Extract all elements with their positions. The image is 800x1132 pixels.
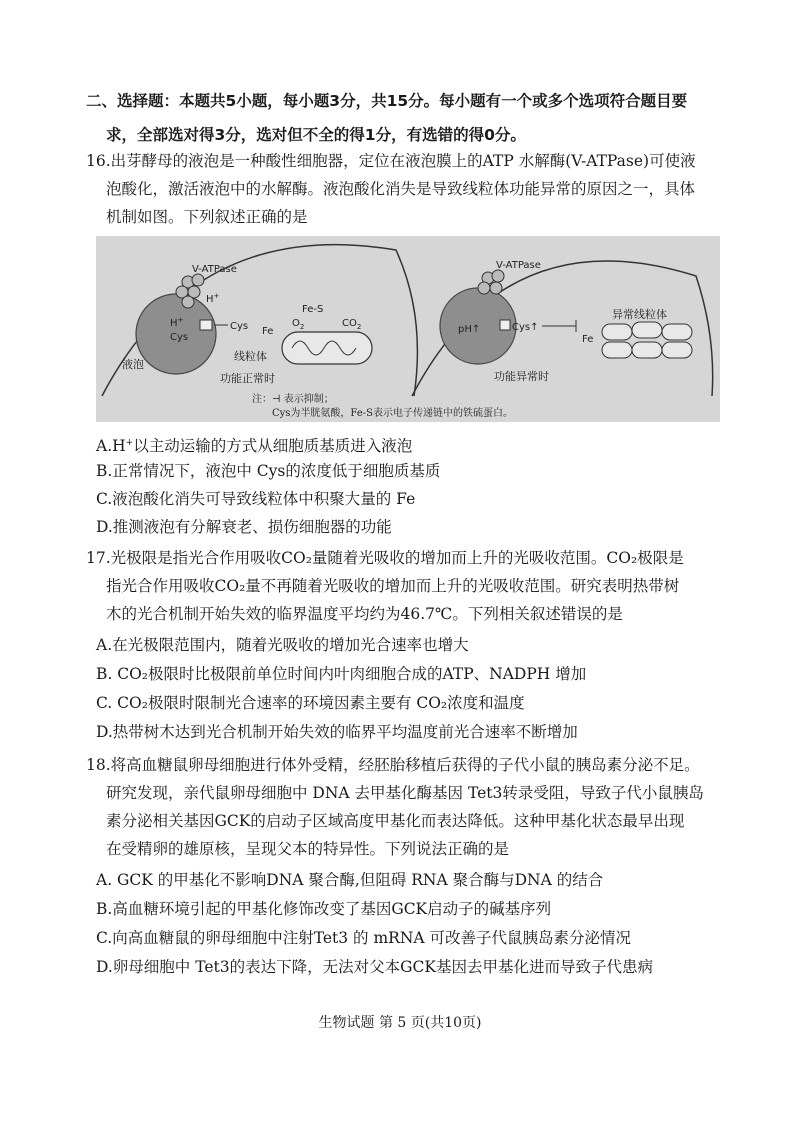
svg-text:Cys为半胱氨酸，Fe-S表示电子传递链中的铁硫蛋白。: Cys为半胱氨酸，Fe-S表示电子传递链中的铁硫蛋白。: [272, 408, 513, 419]
q17-option-d: D.热带树木达到光合机制开始失效的临界平均温度前光合速率不断增加: [96, 723, 578, 741]
left-mitochondrion: [282, 332, 372, 364]
q16-option-a: A.H+以主动运输的方式从细胞质基质进入液泡: [96, 437, 413, 456]
q18-stem-4: 在受精卵的雄原核，呈现父本的特异性。下列说法正确的是: [106, 840, 510, 858]
q16-stem-3: 机制如图。下列叙述正确的是: [106, 208, 308, 226]
q18-option-b: B.高血糖环境引起的甲基化修饰改变了基因GCK启动子的碱基序列: [96, 900, 552, 918]
svg-text:异常线粒体: 异常线粒体: [612, 308, 667, 321]
svg-text:Fe-S: Fe-S: [302, 304, 324, 315]
q18-stem-3: 素分泌相关基因GCK的启动子区域高度甲基化而表达降低。这种甲基化状态最早出现: [106, 812, 685, 830]
page-footer: 生物试题 第 5 页(共10页): [318, 1015, 482, 1031]
q17-option-c: C. CO₂极限时限制光合速率的环境因素主要有 CO₂浓度和温度: [96, 694, 525, 712]
q16-stem-1: 16.出芽酵母的液泡是一种酸性细胞器，定位在液泡膜上的ATP 水解酶(V-ATPase)可使液: [86, 152, 696, 170]
svg-text:H+: H+: [206, 292, 220, 305]
svg-text:V-ATPase: V-ATPase: [192, 264, 237, 275]
mechanism-diagram: [96, 236, 720, 422]
svg-text:液泡: 液泡: [122, 358, 144, 371]
q17-option-b: B. CO₂极限时比极限前单位时间内叶肉细胞合成的ATP、NADPH 增加: [96, 665, 587, 683]
q16-option-b: B.正常情况下，液泡中 Cys的浓度低于细胞质基质: [96, 462, 441, 480]
section-title: 二、选择题：本题共5小题，每小题3分，共15分。每小题有一个或多个选项符合题目要: [86, 92, 688, 110]
q17-stem-2: 指光合作用吸收CO₂量不再随着光吸收的增加而上升的光吸收范围。研究表明热带树: [106, 577, 680, 595]
q18-option-a: A. GCK 的甲基化不影响DNA 聚合酶,但阻碍 RNA 聚合酶与DNA 的结合: [96, 871, 604, 889]
svg-text:V-ATPase: V-ATPase: [496, 260, 541, 271]
q17-option-a: A.在光极限范围内，随着光吸收的增加光合速率也增大: [96, 636, 469, 654]
svg-text:Fe: Fe: [262, 326, 274, 337]
q16-stem-2: 泡酸化，激活液泡中的水解酶。液泡酸化消失是导致线粒体功能异常的原因之一，具体: [106, 180, 696, 198]
svg-text:Cys: Cys: [170, 332, 189, 343]
svg-text:pH↑: pH↑: [458, 324, 481, 335]
svg-text:功能正常时: 功能正常时: [220, 372, 275, 385]
svg-text:功能异常时: 功能异常时: [494, 370, 549, 383]
q16-figure: [96, 236, 720, 422]
q17-stem-1: 17.光极限是指光合作用吸收CO₂量随着光吸收的增加而上升的光吸收范围。CO₂极限是: [86, 549, 684, 567]
svg-text:注：⊣ 表示抑制；: 注：⊣ 表示抑制；: [252, 394, 334, 405]
abnormal-mitochondria-cluster: [602, 322, 692, 358]
svg-text:O2: $O_2$: [292, 318, 305, 331]
q16-option-c: C.液泡酸化消失可导致线粒体中积聚大量的 Fe: [96, 490, 416, 508]
q18-stem-1: 18.将高血糖鼠卵母细胞进行体外受精，经胚胎移植后获得的子代小鼠的胰岛素分泌不足。: [86, 756, 700, 774]
svg-text:CO2: $CO_2$: [342, 318, 362, 331]
svg-text:H+: H+: [170, 316, 184, 329]
q18-option-d: D.卵母细胞中 Tet3的表达下降，无法对父本GCK基因去甲基化进而导致子代患病: [96, 958, 653, 976]
right-vatpase-icon: [478, 270, 504, 294]
svg-text:线粒体: 线粒体: [234, 350, 267, 363]
svg-text:Cys: Cys: [230, 321, 249, 332]
q18-option-c: C.向高血糖鼠的卵母细胞中注射Tet3 的 mRNA 可改善子代鼠胰岛素分泌情况: [96, 929, 632, 947]
svg-text:Cys↑: Cys↑: [512, 322, 539, 333]
q18-stem-2: 研究发现，亲代鼠卵母细胞中 DNA 去甲基化酶基因 Tet3转录受阻，导致子代小鼠胰岛: [106, 784, 704, 802]
q16-option-d: D.推测液泡有分解衰老、损伤细胞器的功能: [96, 518, 392, 536]
svg-text:Fe: Fe: [582, 334, 594, 345]
q17-stem-3: 木的光合机制开始失效的临界温度平均约为46.7℃。下列相关叙述错误的是: [106, 605, 623, 623]
section-title-cont: 求，全部选对得3分，选对但不全的得1分，有选错的得0分。: [106, 126, 526, 144]
cys-transporter: [200, 320, 212, 330]
